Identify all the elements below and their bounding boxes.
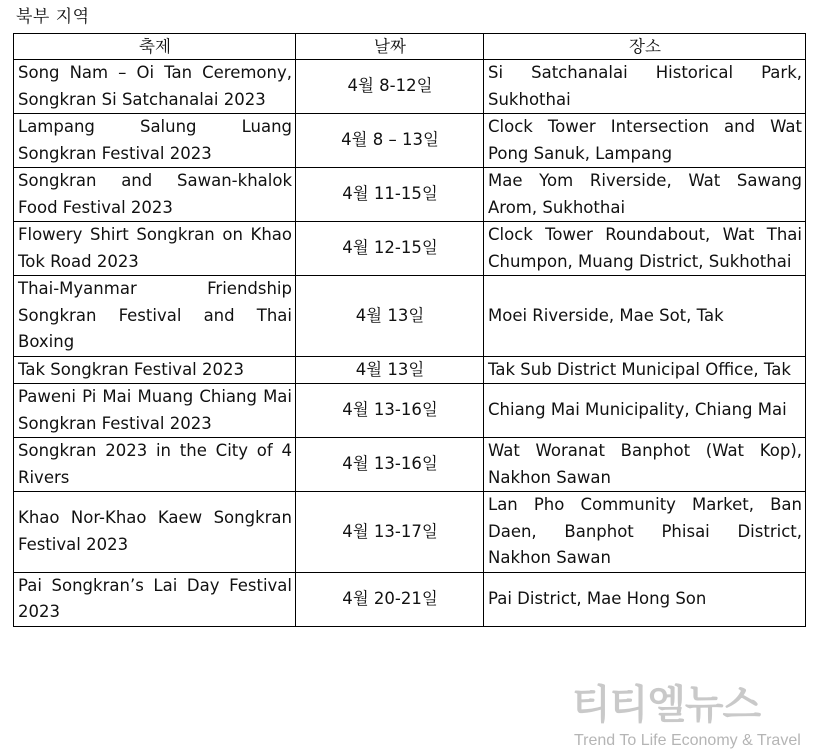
festival-date: 4월 20-21일 <box>296 572 484 626</box>
table-row <box>14 572 806 626</box>
festival-date: 4월 12-15일 <box>296 222 484 276</box>
watermark <box>572 682 812 752</box>
festival-date: 4월 8 – 13일 <box>296 114 484 168</box>
festival-name: Thai-Myanmar Friendship Songkran Festival and Thai Boxing <box>14 276 296 357</box>
festival-date: 4월 13일 <box>296 356 484 384</box>
festival-venue: Pai District, Mae Hong Son <box>484 572 806 626</box>
table-row <box>14 492 806 573</box>
festival-name: Flowery Shirt Songkran on Khao Tok Road 2023 <box>14 222 296 276</box>
festival-venue: Lan Pho Community Market, Ban Daen, Banphot Phisai District, Nakhon Sawan <box>484 492 806 573</box>
festival-venue: Wat Woranat Banphot (Wat Kop), Nakhon Sawan <box>484 438 806 492</box>
table-row <box>14 60 806 114</box>
watermark-logo: 티티엘뉴스 <box>572 682 761 728</box>
table-row <box>14 276 806 357</box>
festival-date: 4월 11-15일 <box>296 168 484 222</box>
festival-name: Khao Nor-Khao Kaew Songkran Festival 2023 <box>14 492 296 573</box>
table-row <box>14 356 806 384</box>
festival-name: Paweni Pi Mai Muang Chiang Mai Songkran Festival 2023 <box>14 384 296 438</box>
festival-date: 4월 13-16일 <box>296 384 484 438</box>
table-row <box>14 438 806 492</box>
festival-venue: Si Satchanalai Historical Park, Sukhothai <box>484 60 806 114</box>
header-date: 날짜 <box>296 34 484 60</box>
header-festival: 축제 <box>14 34 296 60</box>
table-row <box>14 114 806 168</box>
festival-date: 4월 13-17일 <box>296 492 484 573</box>
festival-date: 4월 8-12일 <box>296 60 484 114</box>
festival-venue: Tak Sub District Municipal Office, Tak <box>484 356 806 384</box>
festival-venue: Mae Yom Riverside, Wat Sawang Arom, Sukhothai <box>484 168 806 222</box>
table-row <box>14 384 806 438</box>
festival-name: Songkran and Sawan-khalok Food Festival 2023 <box>14 168 296 222</box>
festival-table <box>13 33 806 627</box>
region-title: 북부 지역 <box>16 7 90 27</box>
festival-venue: Chiang Mai Municipality, Chiang Mai <box>484 384 806 438</box>
table-row <box>14 222 806 276</box>
festival-date: 4월 13일 <box>296 276 484 357</box>
festival-venue: Clock Tower Intersection and Wat Pong Sanuk, Lampang <box>484 114 806 168</box>
festival-venue: Clock Tower Roundabout, Wat Thai Chumpon, Muang District, Sukhothai <box>484 222 806 276</box>
festival-name: Songkran 2023 in the City of 4 Rivers <box>14 438 296 492</box>
festival-name: Tak Songkran Festival 2023 <box>14 356 296 384</box>
festival-venue: Moei Riverside, Mae Sot, Tak <box>484 276 806 357</box>
festival-date: 4월 13-16일 <box>296 438 484 492</box>
table-header-row <box>14 34 806 60</box>
festival-name: Pai Songkran’s Lai Day Festival 2023 <box>14 572 296 626</box>
table-row <box>14 168 806 222</box>
festival-name: Song Nam – Oi Tan Ceremony, Songkran Si Satchanalai 2023 <box>14 60 296 114</box>
festival-name: Lampang Salung Luang Songkran Festival 2023 <box>14 114 296 168</box>
watermark-tagline: Trend To Life Economy & Travel <box>574 732 801 749</box>
header-venue: 장소 <box>484 34 806 60</box>
